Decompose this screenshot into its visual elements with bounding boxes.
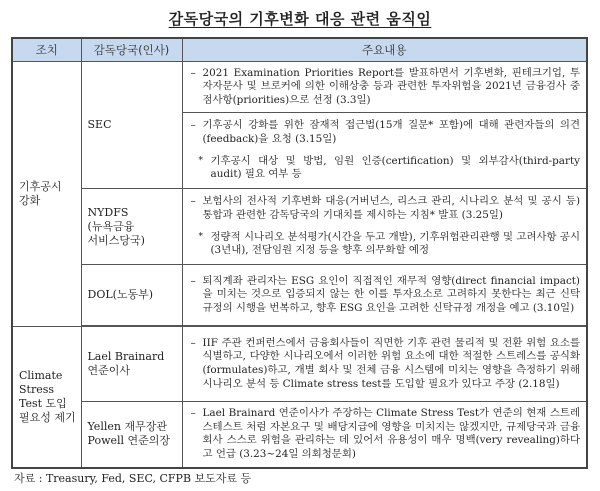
item-text: 2021 Examination Priorities Report를 발표하면서 기후변화, 핀테크기업, 투자자문사 및 브로커에 의한 이해상충 등과 관련한 투자위험을 2021년 금융검사 중점사항(priorities)으로 선정 (3.3일) (202, 66, 580, 106)
dash-bullet-icon: – (190, 274, 196, 287)
list-item (191, 407, 581, 461)
item-text: IIF 주관 컨퍼런스에서 금융회사들이 직면한 기후 관련 물리적 및 전환 위험 요소를 식별하고, 다양한 시나리오에서 이러한 위험 요소에 대한 적절한 스트레스를 공식화(formulates)하고, 개별 회사 및 전체 금융 시스템에 미치는 영향을 측정하기 위해 시나리오 분석 등 Climate stress test를 도입할 필요가 있다고 주장 (2.18일) (202, 336, 580, 390)
list-item (191, 337, 581, 391)
agency-dol: DOL(노동부) (81, 265, 182, 326)
agency-nydfs (81, 189, 182, 265)
agency-line: 연준이사 (87, 364, 131, 377)
item-text: 보험사의 전사적 기후변화 대응(거버넌스, 리스크 관리, 시나리오 분석 및 공시 등) 통합과 관련한 감독당국의 기대치를 제시하는 지침* 발표 (3.25일) (202, 195, 580, 221)
table-row (12, 62, 587, 113)
list-item (191, 119, 581, 146)
agency-line: NYDFS (87, 205, 129, 219)
agency-line: (뉴욕금융 (87, 219, 135, 233)
content-cell (182, 189, 587, 265)
table-row (12, 189, 587, 265)
header-measure: 조치 (12, 38, 81, 62)
content-cell (182, 265, 587, 326)
list-item (191, 275, 581, 316)
dash-bullet-icon: – (190, 66, 196, 79)
dash-bullet-icon: – (190, 336, 196, 349)
table-row (12, 265, 587, 326)
category-disclosure: 기후공시 강화 (12, 62, 81, 327)
title-text: 감독당국의 기후변화 대응 관련 움직임 (168, 10, 432, 28)
climate-response-table (11, 37, 588, 469)
agency-yellen-powell (81, 402, 182, 468)
item-text: Lael Brainard 연준이사가 주장하는 Climate Stress Test가 연준의 현재 스트레스테스트 처럼 자본요구 및 배당지급에 영향을 미치지는 않겠지만, 규제당국과 금융회사 스스로 위험을 관리하는 데 있어서 유용성이 매우 명백(very revealing)하다고 언급 (3.23~24일 의회청문회) (202, 407, 580, 460)
dash-bullet-icon: – (190, 119, 196, 132)
item-text: 기후공시 강화를 위한 잠재적 접근법(15개 질문* 포함)에 대해 관련자들의 의견(feedback)을 요청 (3.15일) (202, 119, 580, 145)
agency-brainard (81, 327, 182, 402)
category-stress-test: Climate Stress Test 도입 필요성 제기 (12, 327, 81, 468)
source-note: 자료 : Treasury, Fed, SEC, CFPB 보도자료 등 (14, 472, 252, 485)
content-cell (182, 327, 587, 402)
dash-bullet-icon: – (190, 407, 196, 420)
agency-line: Lael Brainard (87, 350, 165, 363)
table-header-row (12, 38, 587, 62)
table-row (12, 402, 587, 468)
item-text: 퇴직계좌 관리자는 ESG 요인이 직접적인 재무적 영향(direct financial impact)을 미치는 것으로 입증되지 않는 한 이를 투자요소로 고려하지 못한다는 최근 신탁규정의 시행을 번복하고, 향후 ESG 요인을 고려한 신탁규정 개정을 예고 (3.10일) (202, 274, 580, 314)
content-cell (182, 402, 587, 468)
asterisk-icon: * (198, 231, 203, 242)
table-row (12, 327, 587, 402)
header-agency: 감독당국(인사) (81, 38, 182, 62)
list-item (191, 67, 581, 108)
list-item (191, 195, 581, 222)
agency-sec: SEC (81, 62, 182, 189)
note-text: 정량적 시나리오 분석평가(시간을 두고 개발), 기후위험관리관행 및 고려사항 공시(3년내), 전담임원 지정 등을 향후 의무화할 예정 (210, 230, 580, 257)
dash-bullet-icon: – (190, 195, 196, 208)
agency-line: Powell 연준의장 (87, 434, 171, 448)
content-cell (182, 113, 587, 189)
agency-line: 서비스당국) (87, 233, 145, 247)
header-content: 주요내용 (182, 38, 587, 62)
note-text: 기후공시 대상 및 방법, 임원 인증(certification) 및 외부감사(third-party audit) 필요 여부 등 (210, 154, 580, 181)
footnote (191, 155, 581, 182)
agency-line: Yellen 재무장관 (87, 420, 167, 434)
content-cell (182, 62, 587, 113)
asterisk-icon: * (198, 155, 203, 166)
footnote (191, 231, 581, 258)
document-title (0, 8, 600, 29)
